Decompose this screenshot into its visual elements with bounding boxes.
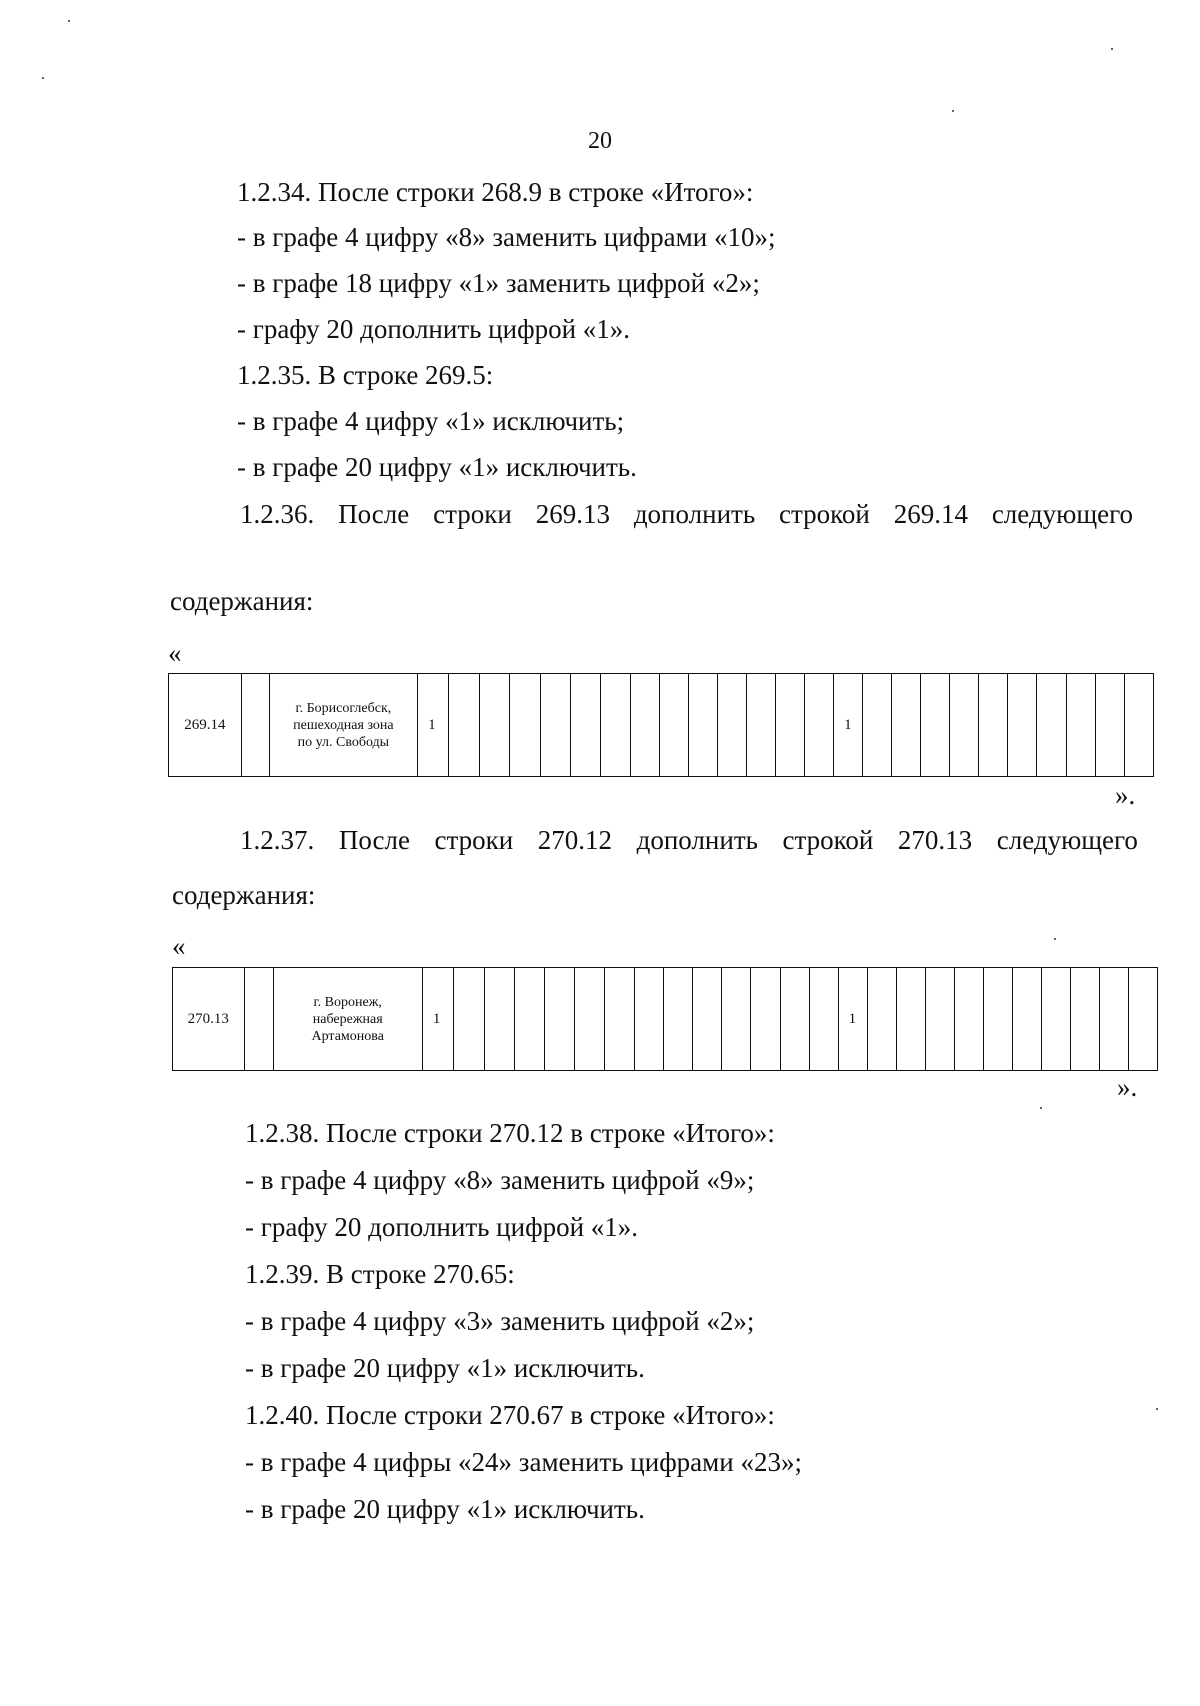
table-cell xyxy=(664,968,693,1071)
table-cell xyxy=(751,968,780,1071)
column-4-cell: 1 xyxy=(422,968,453,1071)
scan-speck xyxy=(1054,938,1056,940)
paragraph-1-2-39: 1.2.39. В строке 270.65: xyxy=(245,1259,515,1289)
object-name-line: набережная xyxy=(312,1011,383,1027)
word: 270.12 xyxy=(537,825,613,855)
table-cell xyxy=(1037,674,1066,777)
paragraph-1-2-38: 1.2.38. После строки 270.12 в строке «Итого»: xyxy=(245,1118,775,1148)
table-cell xyxy=(954,968,983,1071)
column-4-cell: 1 xyxy=(418,674,449,777)
table-cell xyxy=(722,968,751,1071)
table-cell xyxy=(950,674,979,777)
table-cell xyxy=(480,674,510,777)
table-cell xyxy=(570,674,600,777)
paragraph-continuation: содержания: xyxy=(170,586,314,616)
paragraph-1-2-40: 1.2.40. После строки 270.67 в строке «Итого»: xyxy=(245,1400,775,1430)
word: следующего xyxy=(991,499,1133,529)
table-cell xyxy=(635,968,664,1071)
table-cell xyxy=(515,968,545,1071)
table-cell xyxy=(1095,674,1124,777)
scan-speck xyxy=(42,77,44,79)
list-item: - в графе 20 цифру «1» исключить. xyxy=(245,1353,645,1383)
table-cell xyxy=(809,968,838,1071)
list-item: - в графе 4 цифру «8» заменить цифрой «9»; xyxy=(245,1165,755,1195)
word: дополнить xyxy=(636,825,758,855)
table-cell xyxy=(630,674,659,777)
scan-speck xyxy=(1111,48,1113,50)
table-cell xyxy=(453,968,484,1071)
word: строки xyxy=(434,825,514,855)
table-cell xyxy=(921,674,950,777)
word: строкой xyxy=(779,499,870,529)
list-item: - в графе 4 цифру «3» заменить цифрой «2»; xyxy=(245,1306,755,1336)
list-item: - в графе 4 цифры «24» заменить цифрами «23»; xyxy=(245,1447,802,1477)
table-row xyxy=(169,674,1154,777)
scan-speck xyxy=(68,20,70,22)
paragraph-1-2-35: 1.2.35. В строке 269.5: xyxy=(237,360,494,390)
scan-speck xyxy=(952,110,954,112)
list-item: - в графе 4 цифру «8» заменить цифрами «10»; xyxy=(237,222,776,252)
word: 269.14 xyxy=(893,499,968,529)
table-cell xyxy=(979,674,1008,777)
row-number-cell: 269.14 xyxy=(169,674,242,777)
object-name-cell xyxy=(273,968,422,1071)
table-cell xyxy=(575,968,605,1071)
table-cell xyxy=(449,674,480,777)
word: 270.13 xyxy=(897,825,973,855)
object-name-line: г. Воронеж, xyxy=(313,994,382,1010)
word: строки xyxy=(433,499,512,529)
table-cell xyxy=(545,968,575,1071)
page-number: 20 xyxy=(588,128,612,154)
table-cell xyxy=(805,674,834,777)
word: строкой xyxy=(782,825,874,855)
word: следующего xyxy=(996,825,1138,855)
column-18-cell: 1 xyxy=(838,968,867,1071)
paragraph-1-2-37 xyxy=(240,823,1138,857)
table-cell xyxy=(717,674,746,777)
object-name-line: по ул. Свободы xyxy=(297,734,390,750)
paragraph-1-2-34: 1.2.34. После строки 268.9 в строке «Итого»: xyxy=(237,177,754,207)
word: 1.2.36. xyxy=(240,499,315,529)
table-cell xyxy=(1041,968,1070,1071)
list-item: - в графе 20 цифру «1» исключить. xyxy=(237,452,637,482)
list-item: - в графе 20 цифру «1» исключить. xyxy=(245,1494,645,1524)
list-item: - графу 20 дополнить цифрой «1». xyxy=(245,1212,639,1242)
scan-speck xyxy=(1040,1107,1042,1109)
column-18-cell: 1 xyxy=(834,674,863,777)
table-cell xyxy=(600,674,630,777)
word: дополнить xyxy=(633,499,756,529)
table-cell xyxy=(1124,674,1153,777)
list-item: - в графе 18 цифру «1» заменить цифрой «2»; xyxy=(237,268,760,298)
table-cell xyxy=(241,674,269,777)
scan-speck xyxy=(1156,1408,1158,1410)
table-cell xyxy=(1008,674,1037,777)
object-name-line: г. Борисоглебск, xyxy=(295,700,392,716)
paragraph-continuation: содержания: xyxy=(172,880,316,910)
table-cell xyxy=(485,968,515,1071)
table-cell xyxy=(983,968,1012,1071)
table-cell xyxy=(605,968,635,1071)
open-quote: « xyxy=(172,931,186,961)
table-cell xyxy=(659,674,688,777)
table-cell xyxy=(244,968,273,1071)
paragraph-1-2-36 xyxy=(240,497,1133,531)
table-cell xyxy=(896,968,925,1071)
table-cell xyxy=(688,674,717,777)
table-row xyxy=(173,968,1158,1071)
table-cell xyxy=(1099,968,1128,1071)
word: 1.2.37. xyxy=(240,825,315,855)
table-cell xyxy=(540,674,570,777)
table-cell xyxy=(1012,968,1041,1071)
inserted-row-table xyxy=(168,673,1154,777)
table-cell xyxy=(780,968,809,1071)
word: 269.13 xyxy=(535,499,610,529)
inserted-row-table xyxy=(172,967,1158,1071)
table-cell xyxy=(746,674,775,777)
close-quote: ». xyxy=(1115,780,1136,810)
object-name-line: Артамонова xyxy=(311,1028,384,1044)
word: После xyxy=(338,825,410,855)
object-name-line: пешеходная зона xyxy=(293,717,394,733)
table-cell xyxy=(1070,968,1099,1071)
table-cell xyxy=(925,968,954,1071)
row-number-cell: 270.13 xyxy=(173,968,245,1071)
object-name-cell xyxy=(269,674,417,777)
close-quote: ». xyxy=(1117,1072,1138,1102)
word: После xyxy=(338,499,410,529)
table-cell xyxy=(863,674,892,777)
table-cell xyxy=(693,968,722,1071)
table-cell xyxy=(892,674,921,777)
table-cell xyxy=(1128,968,1157,1071)
table-cell xyxy=(510,674,540,777)
table-cell xyxy=(867,968,896,1071)
open-quote: « xyxy=(168,638,182,668)
table-cell xyxy=(1066,674,1095,777)
list-item: - в графе 4 цифру «1» исключить; xyxy=(237,406,625,436)
list-item: - графу 20 дополнить цифрой «1». xyxy=(237,314,631,344)
table-cell xyxy=(776,674,805,777)
